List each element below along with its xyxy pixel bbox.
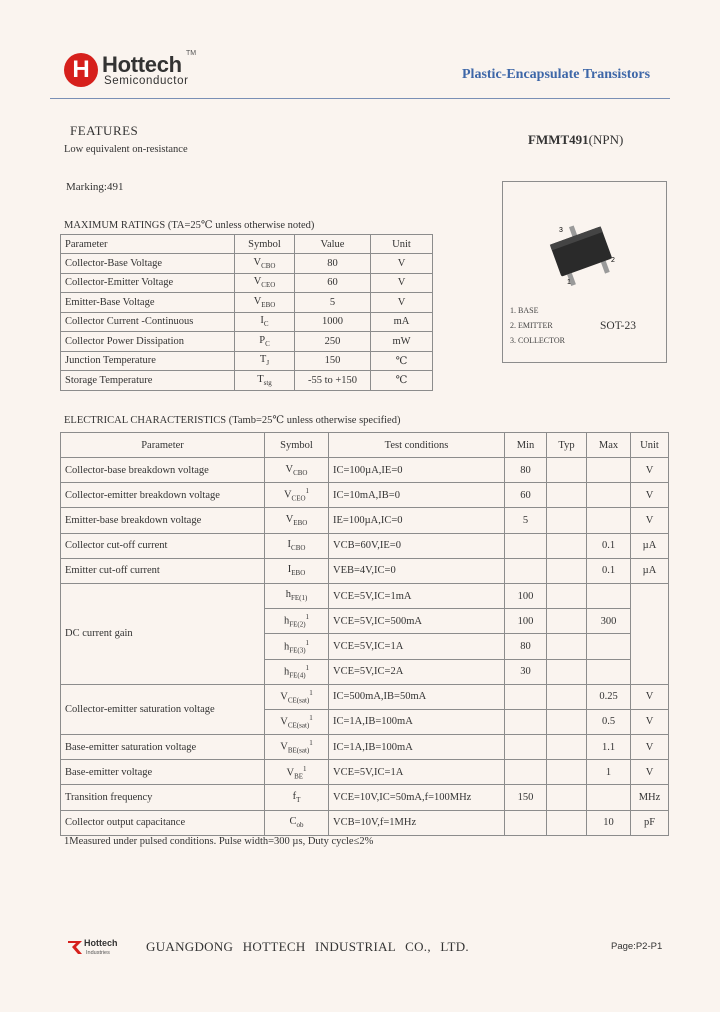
parameter-cell: Storage Temperature <box>61 371 235 391</box>
symbol-subscript: CE(sat) <box>287 721 310 730</box>
typ-cell <box>547 735 587 760</box>
symbol-main: h <box>283 641 290 653</box>
part-type: (NPN) <box>588 132 624 147</box>
symbol-subscript: T <box>296 796 301 805</box>
table-row <box>61 371 433 391</box>
unit-cell: V <box>371 254 433 274</box>
symbol-cell <box>265 735 329 760</box>
part-number <box>528 132 623 148</box>
symbol-subscript: CBO <box>261 261 276 270</box>
symbol-cell <box>265 634 329 659</box>
table-row <box>61 508 669 533</box>
value-cell: 250 <box>295 332 371 352</box>
col-header: Test conditions <box>329 433 505 458</box>
value-cell: 80 <box>295 254 371 274</box>
min-cell: 80 <box>505 634 547 659</box>
symbol-subscript: stg <box>263 378 272 387</box>
symbol-subscript: FE(4) <box>289 671 306 680</box>
typ-cell <box>547 659 587 684</box>
feature-item: Low equivalent on-resistance <box>64 144 188 155</box>
unit-cell: V <box>631 458 669 483</box>
symbol-cell <box>235 254 295 274</box>
parameter-cell: Collector cut-off current <box>61 533 265 558</box>
company-name: GUANGDONG HOTTECH INDUSTRIAL CO., LTD. <box>146 939 469 954</box>
max-cell: 0.1 <box>587 558 631 583</box>
symbol-subscript: CBO <box>293 468 308 477</box>
parameter-cell: Collector-Base Voltage <box>61 254 235 274</box>
symbol-subscript: EBO <box>261 300 276 309</box>
condition-cell: VCE=5V,IC=2A <box>329 659 505 684</box>
value-cell: 5 <box>295 293 371 313</box>
symbol-subscript: CE(sat) <box>287 696 310 705</box>
col-header: Symbol <box>235 235 295 254</box>
typ-cell <box>547 508 587 533</box>
value-cell: 150 <box>295 351 371 371</box>
typ-cell <box>547 760 587 785</box>
symbol-subscript: EBO <box>291 569 306 578</box>
max-cell <box>587 659 631 684</box>
symbol-subscript: FE(1) <box>290 594 308 603</box>
footer-brand-sub: Industries <box>86 950 110 956</box>
symbol-cell <box>265 558 329 583</box>
symbol-cell <box>235 332 295 352</box>
typ-cell <box>547 458 587 483</box>
min-cell: 150 <box>505 785 547 810</box>
symbol-subscript: FE(3) <box>289 646 306 655</box>
min-cell <box>505 760 547 785</box>
max-cell <box>587 483 631 508</box>
table-row <box>61 273 433 293</box>
table-row <box>61 558 669 583</box>
typ-cell <box>547 558 587 583</box>
parameter-cell: Emitter-Base Voltage <box>61 293 235 313</box>
header-divider <box>50 98 670 99</box>
footer-brand: Hottech <box>84 938 118 948</box>
parameter-cell: Emitter-base breakdown voltage <box>61 508 265 533</box>
max-cell: 1 <box>587 760 631 785</box>
col-header: Parameter <box>61 235 235 254</box>
max-ratings-table <box>60 234 433 391</box>
package-name: SOT-23 <box>600 320 636 332</box>
min-cell: 100 <box>505 583 547 608</box>
typ-cell <box>547 709 587 734</box>
symbol-main: V <box>280 691 288 703</box>
table-header-row <box>61 235 433 254</box>
symbol-main: f <box>292 790 297 802</box>
parameter-cell: Base-emitter voltage <box>61 760 265 785</box>
footnote-mark: 1 <box>309 714 313 723</box>
parameter-cell: Base-emitter saturation voltage <box>61 735 265 760</box>
max-cell <box>587 785 631 810</box>
unit-cell: V <box>371 293 433 313</box>
typ-cell <box>547 583 587 608</box>
electrical-title: ELECTRICAL CHARACTERISTICS (Tamb=25℃ unless otherwise specified) <box>64 415 401 426</box>
parameter-cell: Collector-emitter saturation voltage <box>61 684 265 734</box>
symbol-main: V <box>285 463 294 475</box>
table-row <box>61 332 433 352</box>
value-cell: -55 to +150 <box>295 371 371 391</box>
symbol-cell <box>265 609 329 634</box>
footnote: 1Measured under pulsed conditions. Pulse width=300 µs, Duty cycle≤2% <box>64 836 374 847</box>
symbol-cell <box>265 785 329 810</box>
parameter-cell: Collector-Emitter Voltage <box>61 273 235 293</box>
condition-cell: VCB=60V,IE=0 <box>329 533 505 558</box>
symbol-main: V <box>285 513 294 525</box>
table-row <box>61 735 669 760</box>
min-cell: 100 <box>505 609 547 634</box>
typ-cell <box>547 533 587 558</box>
max-ratings-title: MAXIMUM RATINGS (TA=25℃ unless otherwise noted) <box>64 220 315 231</box>
symbol-cell <box>265 508 329 533</box>
condition-cell: VCB=10V,f=1MHz <box>329 810 505 835</box>
symbol-subscript: J <box>266 359 270 368</box>
col-header: Typ <box>547 433 587 458</box>
symbol-main: V <box>253 295 262 307</box>
max-cell: 0.1 <box>587 533 631 558</box>
brand-name: Hottech <box>102 52 182 77</box>
value-cell: 60 <box>295 273 371 293</box>
unit-cell: V <box>631 760 669 785</box>
symbol-main: V <box>280 716 288 728</box>
typ-cell <box>547 634 587 659</box>
condition-cell: VCE=5V,IC=1A <box>329 634 505 659</box>
symbol-cell <box>265 810 329 835</box>
max-cell <box>587 458 631 483</box>
min-cell <box>505 709 547 734</box>
condition-cell: VCE=5V,IC=1A <box>329 760 505 785</box>
footnote-mark: 1 <box>305 487 310 496</box>
document-title: Plastic-Encapsulate Transistors <box>462 67 651 82</box>
marking-text: Marking:491 <box>66 181 124 193</box>
company-logo <box>64 53 98 87</box>
symbol-main: V <box>286 767 295 779</box>
symbol-cell <box>235 273 295 293</box>
symbol-main: h <box>285 589 291 601</box>
table-row <box>61 483 669 508</box>
symbol-cell <box>265 458 329 483</box>
table-row <box>61 293 433 313</box>
symbol-main: V <box>283 489 292 501</box>
unit-cell: V <box>631 508 669 533</box>
max-cell <box>587 508 631 533</box>
table-row <box>61 351 433 371</box>
unit-cell: ℃ <box>371 371 433 391</box>
page-number: Page:P2-P1 <box>611 941 663 952</box>
footnote-mark: 1 <box>305 638 310 647</box>
min-cell <box>505 810 547 835</box>
min-cell <box>505 558 547 583</box>
footnote-mark: 1 <box>309 739 313 748</box>
condition-cell: IC=1A,IB=100mA <box>329 709 505 734</box>
parameter-cell: Emitter cut-off current <box>61 558 265 583</box>
unit-cell: ℃ <box>371 351 433 371</box>
max-cell: 0.5 <box>587 709 631 734</box>
parameter-cell: Collector-base breakdown voltage <box>61 458 265 483</box>
pin-mark-3: 3 <box>559 227 563 234</box>
table-row <box>61 760 669 785</box>
symbol-subscript: C <box>263 320 269 329</box>
parameter-cell: Collector-emitter breakdown voltage <box>61 483 265 508</box>
symbol-main: V <box>253 276 262 288</box>
footer-logo-icon <box>66 938 84 956</box>
symbol-main: P <box>259 334 266 346</box>
unit-cell: µA <box>631 558 669 583</box>
max-cell: 1.1 <box>587 735 631 760</box>
condition-cell: IC=500mA,IB=50mA <box>329 684 505 709</box>
electrical-table <box>60 432 669 836</box>
pin-mark-2: 2 <box>611 257 615 264</box>
unit-cell: V <box>631 735 669 760</box>
max-cell <box>587 583 631 608</box>
symbol-main: V <box>280 741 288 753</box>
symbol-subscript: EBO <box>293 519 308 528</box>
footnote-mark: 1 <box>305 613 310 622</box>
unit-cell: MHz <box>631 785 669 810</box>
typ-cell <box>547 609 587 634</box>
condition-cell: IE=100µA,IC=0 <box>329 508 505 533</box>
symbol-subscript: CEO <box>261 281 276 290</box>
max-cell: 300 <box>587 609 631 634</box>
symbol-subscript: C <box>265 339 270 348</box>
typ-cell <box>547 483 587 508</box>
symbol-cell <box>265 760 329 785</box>
symbol-cell <box>265 684 329 709</box>
symbol-main: h <box>283 615 290 627</box>
symbol-cell <box>235 351 295 371</box>
symbol-cell <box>265 533 329 558</box>
min-cell <box>505 684 547 709</box>
max-cell: 0.25 <box>587 684 631 709</box>
parameter-cell: Transition frequency <box>61 785 265 810</box>
unit-cell: mW <box>371 332 433 352</box>
max-cell <box>587 634 631 659</box>
pin-2-label: 2. EMITTER <box>510 321 553 330</box>
table-row <box>61 810 669 835</box>
table-row <box>61 254 433 274</box>
table-row <box>61 583 669 608</box>
symbol-subscript: FE(2) <box>289 621 306 630</box>
symbol-subscript: CBO <box>291 544 306 553</box>
min-cell: 60 <box>505 483 547 508</box>
unit-cell <box>631 583 669 684</box>
symbol-subscript: CEO <box>291 495 306 504</box>
col-header: Value <box>295 235 371 254</box>
col-header: Parameter <box>61 433 265 458</box>
table-row <box>61 785 669 810</box>
unit-cell: V <box>631 709 669 734</box>
col-header: Unit <box>371 235 433 254</box>
symbol-subscript: BE(sat) <box>287 746 310 755</box>
symbol-cell <box>265 483 329 508</box>
symbol-main: T <box>259 354 267 366</box>
part-number-main: FMMT491 <box>528 132 589 147</box>
symbol-cell <box>265 659 329 684</box>
sot23-drawing <box>503 182 666 302</box>
symbol-subscript: BE <box>294 772 304 781</box>
condition-cell: VEB=4V,IC=0 <box>329 558 505 583</box>
symbol-cell <box>235 293 295 313</box>
min-cell: 5 <box>505 508 547 533</box>
symbol-main: I <box>287 539 292 551</box>
unit-cell: µA <box>631 533 669 558</box>
footnote-mark: 1 <box>309 688 313 697</box>
symbol-cell <box>235 312 295 332</box>
condition-cell: VCE=5V,IC=1mA <box>329 583 505 608</box>
parameter-cell: DC current gain <box>61 583 265 684</box>
condition-cell: VCE=5V,IC=500mA <box>329 609 505 634</box>
table-row <box>61 458 669 483</box>
parameter-cell: Junction Temperature <box>61 351 235 371</box>
condition-cell: IC=10mA,IB=0 <box>329 483 505 508</box>
col-header: Unit <box>631 433 669 458</box>
unit-cell: pF <box>631 810 669 835</box>
logo-letter: H <box>72 56 90 83</box>
symbol-subscript: ob <box>296 821 304 830</box>
symbol-cell <box>265 709 329 734</box>
parameter-cell: Collector output capacitance <box>61 810 265 835</box>
typ-cell <box>547 810 587 835</box>
symbol-main: h <box>283 666 290 678</box>
symbol-cell <box>235 371 295 391</box>
features-heading: FEATURES <box>70 123 139 138</box>
value-cell: 1000 <box>295 312 371 332</box>
table-row <box>61 533 669 558</box>
col-header: Min <box>505 433 547 458</box>
table-row <box>61 684 669 709</box>
condition-cell: IC=1A,IB=100mA <box>329 735 505 760</box>
col-header: Symbol <box>265 433 329 458</box>
typ-cell <box>547 785 587 810</box>
symbol-main: I <box>260 315 264 327</box>
condition-cell: IC=100µA,IE=0 <box>329 458 505 483</box>
min-cell <box>505 735 547 760</box>
table-row <box>61 312 433 332</box>
symbol-main: I <box>287 564 292 576</box>
table-header-row <box>61 433 669 458</box>
min-cell <box>505 533 547 558</box>
footnote-mark: 1 <box>305 663 310 672</box>
condition-cell: VCE=10V,IC=50mA,f=100MHz <box>329 785 505 810</box>
unit-cell: V <box>631 483 669 508</box>
pin-list <box>510 303 565 348</box>
unit-cell: V <box>371 273 433 293</box>
parameter-cell: Collector Power Dissipation <box>61 332 235 352</box>
symbol-main: V <box>253 256 262 268</box>
max-cell: 10 <box>587 810 631 835</box>
unit-cell: V <box>631 684 669 709</box>
unit-cell: mA <box>371 312 433 332</box>
min-cell: 30 <box>505 659 547 684</box>
symbol-main: C <box>289 816 297 828</box>
symbol-cell <box>265 583 329 608</box>
min-cell: 80 <box>505 458 547 483</box>
pin-1-label: 1. BASE <box>510 306 539 315</box>
trademark: TM <box>186 50 197 57</box>
pin-3-label: 3. COLLECTOR <box>510 336 565 345</box>
typ-cell <box>547 684 587 709</box>
brand-subtitle: Semiconductor <box>104 75 189 87</box>
parameter-cell: Collector Current -Continuous <box>61 312 235 332</box>
footnote-mark: 1 <box>303 764 307 773</box>
symbol-main: T <box>257 373 264 385</box>
pin-mark-1: 1 <box>567 279 571 286</box>
col-header: Max <box>587 433 631 458</box>
